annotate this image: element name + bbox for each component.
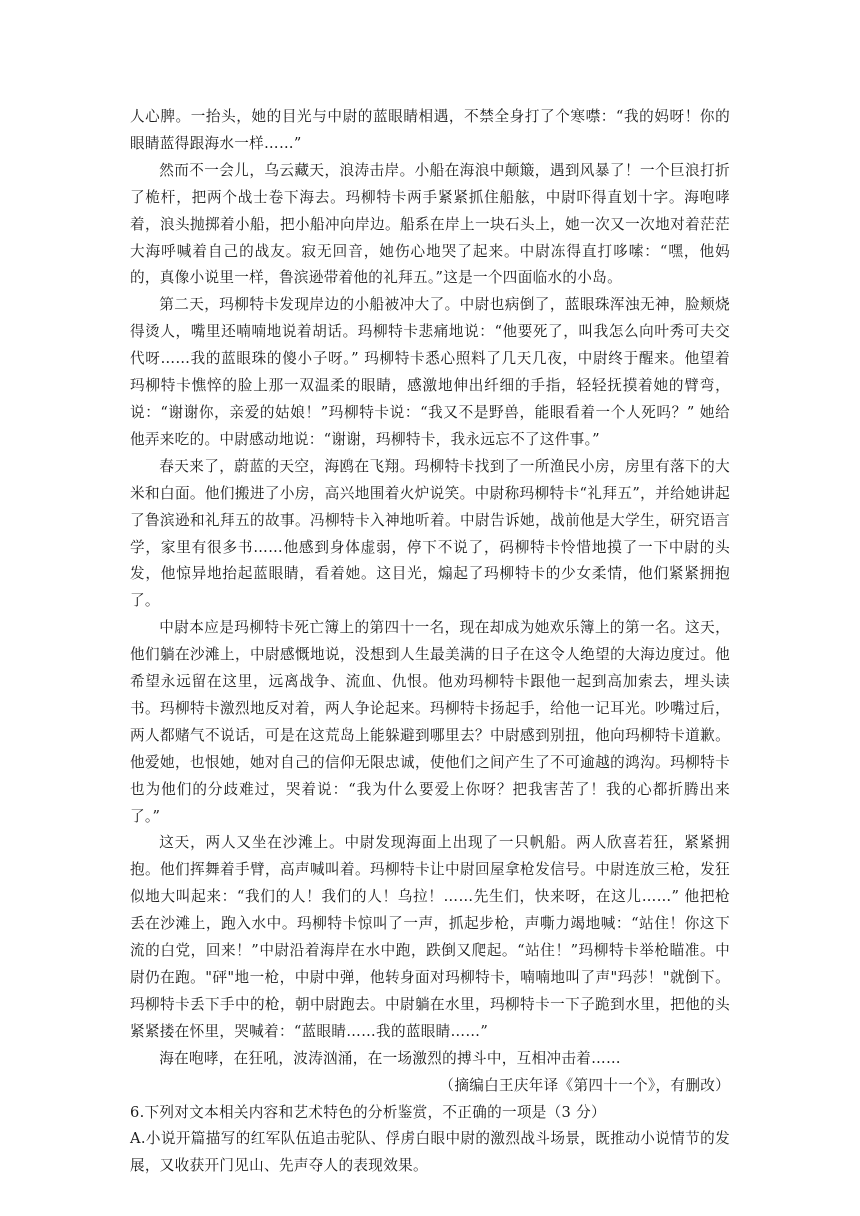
question-6: 6.下列对文本相关内容和艺术特色的分析鉴赏，不正确的一项是（3 分） [130, 1103, 606, 1121]
paragraph-spring: 春天来了，蔚蓝的天空，海鸥在飞翔。玛柳特卡找到了一所渔民小房，房里有落下的大米和白面。他们搬进了小房，高兴地围着火炉说笑。中尉称玛柳特卡“礼拜五”，并给她讲起了鲁滨逊和礼拜五的故事。冯柳特卡入神地听着。中尉告诉她，战前他是大学生，研究语言学，家里有很多书……他感到身体虚弱，停下不说了，码柳特卡怜惜地摸了一下中尉的头发，他惊异地抬起蓝眼睛，看着她。这目光，煽起了玛柳特卡的少女柔情，他们紧紧拥抱了。 [130, 457, 730, 610]
paragraph-sailboat: 这天，两人又坐在沙滩上。中尉发现海面上出现了一只帆船。两人欣喜若狂，紧紧拥抱。他们挥舞着手臂，高声喊叫着。玛柳特卡让中尉回屋拿枪发信号。中尉连放三枪，发狂似地大叫起来：“我们的人！我们的人！乌拉！……先生们，快来呀，在这儿……” 他把枪丢在沙滩上，跑入水中。玛柳特卡惊叫了一声，抓起步枪，声嘶力竭地喊：“站住！你这下流的白党，回来！”中尉沿着海岸在水中跑，跌倒又爬起。“站住！”玛柳特卡举枪瞄准。中尉仍在跑。"砰"地一枪，中尉中弹，他转身面对玛柳特卡，喃喃地叫了声"玛莎！"就倒下。玛柳特卡丢下手中的枪，朝中尉跑去。中尉躺在水里，玛柳特卡一下子跪到水里，把他的头紧紧搂在怀里，哭喊着：“蓝眼睛……我的蓝眼睛……” [130, 834, 730, 1040]
paragraph-ending: 海在咆哮，在狂吼，波涛汹涌，在一场激烈的搏斗中，互相冲击着…… [159, 1049, 621, 1067]
option-a: A.小说开篇描写的红军队伍追击驼队、俘虏白眼中尉的激烈战斗场景，既推动小说情节的发展，又收获开门见山、先声夺人的表现效果。 [130, 1130, 730, 1175]
paragraph-forty-first: 中尉本应是玛柳特卡死亡簿上的第四十一名，现在却成为她欢乐簿上的第一名。这天，他们躺在沙滩上，中尉感慨地说，没想到人生最美满的日子在这令人绝望的大海边度过。他希望永远留在这里，远离战争、流血、仇恨。他劝玛柳特卡跟他一起到高加索去，埋头读书。玛柳特卡激烈地反对着，两人争论起来。玛柳特卡扬起手，给他一记耳光。吵嘴过后，两人都赌气不说话，可是在这荒岛上能躲避到哪里去？中尉感到别扭，他向玛柳特卡道歉。他爱她，也恨她，她对自己的信仰无限忠诚，使他们之间产生了不可逾越的鸿沟。玛柳特卡也为他们的分歧难过，哭着说：“我为什么要爱上你呀？把我害苦了！我的心都折腾出来了。” [130, 619, 730, 825]
paragraph-illness: 第二天，玛柳特卡发现岸边的小船被冲大了。中尉也病倒了，蓝眼珠浑浊无神，脸颊烧得烫人，嘴里还喃喃地说着胡话。玛柳特卡悲痛地说：“他要死了，叫我怎么向叶秀可夫交代呀……我的蓝眼珠的傻小子呀。” 玛柳特卡悉心照料了几天几夜，中尉终于醒来。他望着玛柳特卡憔悴的脸上那一双温柔的眼睛，感激地伸出纤细的手指，轻轻抚摸着她的臂弯，说：“谢谢你，亲爱的姑娘！”玛柳特卡说：“我又不是野兽，能眼看着一个人死吗？” 她给他弄来吃的。中尉感动地说：“谢谢，玛柳特卡，我永远忘不了这件事。” [130, 296, 730, 448]
document-page [130, 104, 730, 1180]
paragraph-storm: 然而不一会儿，乌云藏天，浪涛击岸。小船在海浪中颠簸，遇到风暴了！一个巨浪打折了桅杆，把两个战士卷下海去。玛柳特卡两手紧紧抓住船舷，中尉吓得直划十字。海咆哮着，浪头抛掷着小船，把小船冲向岸边。船系在岸上一块石头上，她一次又一次地对着茫茫大海呼喊着自己的战友。寂无回音，她伤心地哭了起来。中尉冻得直打哆嗦：“嘿，他妈的，真像小说里一样，鲁滨逊带着他的礼拜五。”这是一个四面临水的小岛。 [130, 161, 730, 287]
source-citation: （摘编白王庆年译《第四十一个》，有删改） [439, 1076, 730, 1094]
paragraph-continuation: 人心脾。一抬头，她的目光与中尉的蓝眼睛相遇，不禁全身打了个寒噤：“我的妈呀！你的眼睛蓝得跟海水一样……” [130, 108, 730, 152]
